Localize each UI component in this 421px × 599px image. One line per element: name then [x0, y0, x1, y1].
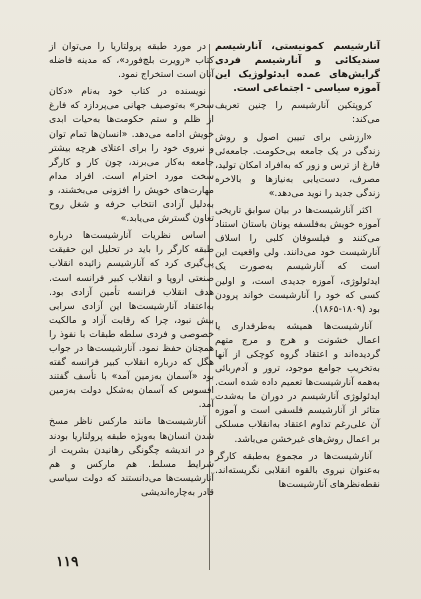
paragraph: نویسنده در کتاب خود به‌نام «دکان سحر» به‌توصیف جهانی می‌پردازد که فارغ از ظلم و ستم حکومت‌ها به‌حیات ابدی خویش ادامه می‌دهد. «انسان‌ها تمام توان و نیروی خود را برای اعتلای هرچه بیشتر جامعه به‌کار می‌برند، چون کار و کارگر سخت مورد احترام است. افراد مدام مهارت‌های خویش را افزونی می‌بخشند، و به‌دلیل آزادی انتخاب حرفه و شغل روح تعاون گسترش می‌یابد.» — [49, 86, 214, 225]
page-number: ۱۱۹ — [56, 554, 79, 570]
paragraph: کروپتکین آنارشیسم را چنین تعریف می‌کند: — [215, 100, 380, 126]
left-text-column — [49, 40, 214, 503]
paragraph: «ارزشی برای تبیین اصول و روش زندگی در یک جامعه بی‌حکومت. جامعه‌ئی فارغ از ترس و زور که به‌افراد امکان تولید، مصرف، دست‌یابی به‌نیازها و بالاخره زندگی جدید را نوید می‌دهد.» — [215, 131, 380, 199]
right-text-column — [215, 40, 380, 495]
paragraph: در مورد طبقه پرولتاریا را می‌توان از کتاب «رویرت بلچ‌فورد»، که مدینه فاضله آنان است استخراج نمود. — [49, 41, 214, 81]
paragraph: آنارشیست‌ها مانند مارکس ناظر مسخ شدن انسان‌ها به‌ویژه طبقه پرولتاریا بودند و در اندیشه چگونگی رهانیدن بشریت از شرایط مسلط. هم مارکس و هم آنارشیست‌ها می‌دانستند که دولت سیاسی قادر به‌چاره‌اندیشی — [49, 416, 214, 498]
paragraph: آنارشیست‌ها همیشه به‌طرفداری یا اعمال خشونت و هرج و مرج متهم گردیده‌اند و اعتقاد گروه کوچکی از آنها به‌تخریب جوامع موجود، ترور و آدم‌ربائی به‌همه آنارشیست‌ها تعمیم داده شده است. ایدئولوژی آنارشیسم در دوران ما به‌شدت متاثر از آنارشیسم فلسفی است و آموزه آن علی‌رغم تداوم اعتقاد به‌انقلاب مسلکی بر اعمال روش‌های غیرخشن می‌باشد. — [215, 320, 380, 445]
paragraph: اکثر آنارشیست‌ها در بیان سوابق تاریخی آموزه خویش به‌فلسفه یونان باستان استناد می‌کنند و فیلسوفان کلبی را اسلاف آنارشیست خود می‌دانند. ولی واقعیت این است که آنارشیسم به‌صورت یک ایدئولوژی، آموزه جدیدی است، و اولین کسی که خود را آنارشیست خواند پرودن بود (۱۸۰۹-۱۸۶۵). — [215, 205, 380, 315]
paragraph: اساس نظریات آنارشیست‌ها درباره طبقه کارگر را باید در تحلیل این حقیقت پی‌گیری کرد که آنارشیسم زائیده انقلاب صنعتی اروپا و انقلاب کبیر فرانسه است. هدف انقلاب فرانسه تأمین آزادی بود. به‌اعتقاد آنارشیست‌ها این آزادی سرابی بیش نبود، چرا که رقابت آزاد و مالکیت خصوصی و فردی سلطه طبقات با نفوذ را همچنان حفظ نمود. آنارشیست‌ها در جواب هگل که درباره انقلاب کبیر فرانسه گفته بود «آسمان به‌زمین آمد» با تأسف گفتند افسوس که آسمان به‌شکل دولت به‌زمین آمد. — [49, 230, 214, 411]
paragraph: آنارشیست‌ها در مجموع به‌طبقه کارگر به‌عنوان نیروی بالقوه انقلابی نگریسته‌اند. نقطه‌نظرهای آنارشیست‌ها — [215, 450, 380, 490]
section-heading: آنارشیسم کمونیستی، آنارشیسم سندیکائی و آنارشیسم فردی گرایش‌های عمده ایدئولوژیک این آموزه سیاسی - اجتماعی است. — [215, 41, 380, 95]
